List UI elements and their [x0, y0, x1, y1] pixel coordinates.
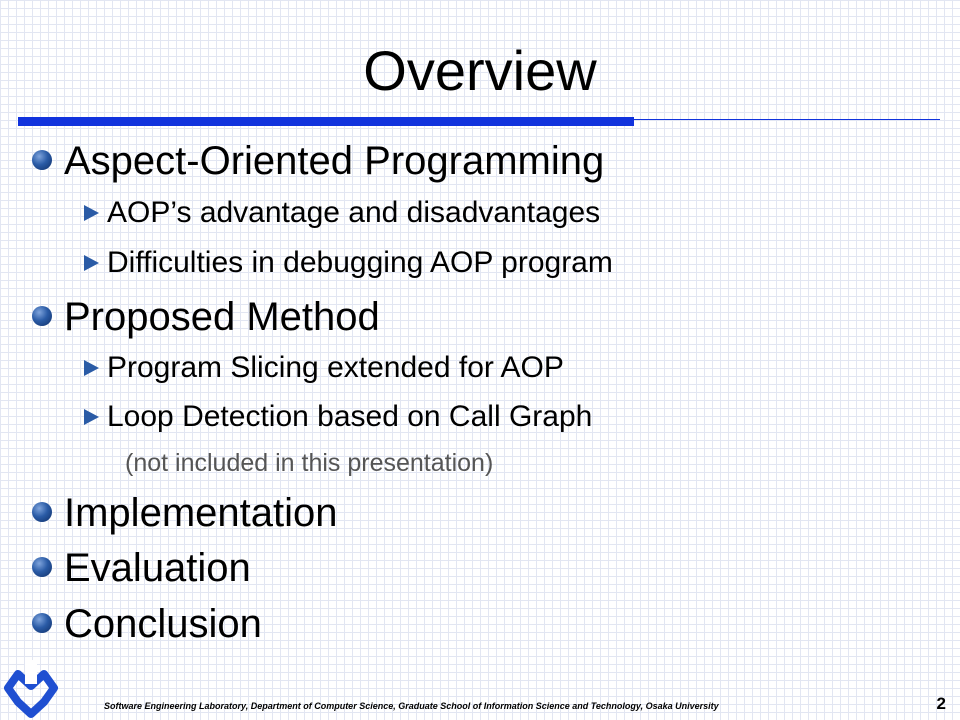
triangle-arrow-icon	[84, 255, 99, 271]
triangle-arrow-icon	[84, 360, 99, 376]
outline-subitem-advantages: AOP’s advantage and disadvantages	[107, 196, 601, 229]
outline-subitem-loop-detection: Loop Detection based on Call Graph	[107, 400, 593, 433]
outline-subitem-slicing: Program Slicing extended for AOP	[107, 351, 564, 384]
footer-affiliation: Software Engineering Laboratory, Department of Computer Science, Graduate School of Information Science and Technology, Osaka University	[104, 701, 719, 711]
sphere-bullet-icon	[32, 306, 52, 326]
outline-item-conclusion: Conclusion	[64, 602, 262, 646]
outline-item-evaluation: Evaluation	[64, 546, 251, 590]
outline-item-aop: Aspect-Oriented Programming	[64, 139, 605, 183]
sphere-bullet-icon	[32, 557, 52, 577]
page-number: 2	[936, 694, 946, 713]
sphere-bullet-icon	[32, 613, 52, 633]
outline-note: (not included in this presentation)	[125, 449, 494, 477]
outline-item-implementation: Implementation	[64, 491, 338, 535]
sphere-bullet-icon	[32, 150, 52, 170]
outline-subitem-debugging: Difficulties in debugging AOP program	[107, 246, 613, 279]
slide-title: Overview	[363, 39, 597, 102]
sphere-bullet-icon	[32, 502, 52, 522]
triangle-arrow-icon	[84, 409, 99, 425]
triangle-arrow-icon	[84, 205, 99, 221]
outline-item-proposed-method: Proposed Method	[64, 295, 380, 339]
osaka-university-logo-icon	[2, 660, 60, 718]
